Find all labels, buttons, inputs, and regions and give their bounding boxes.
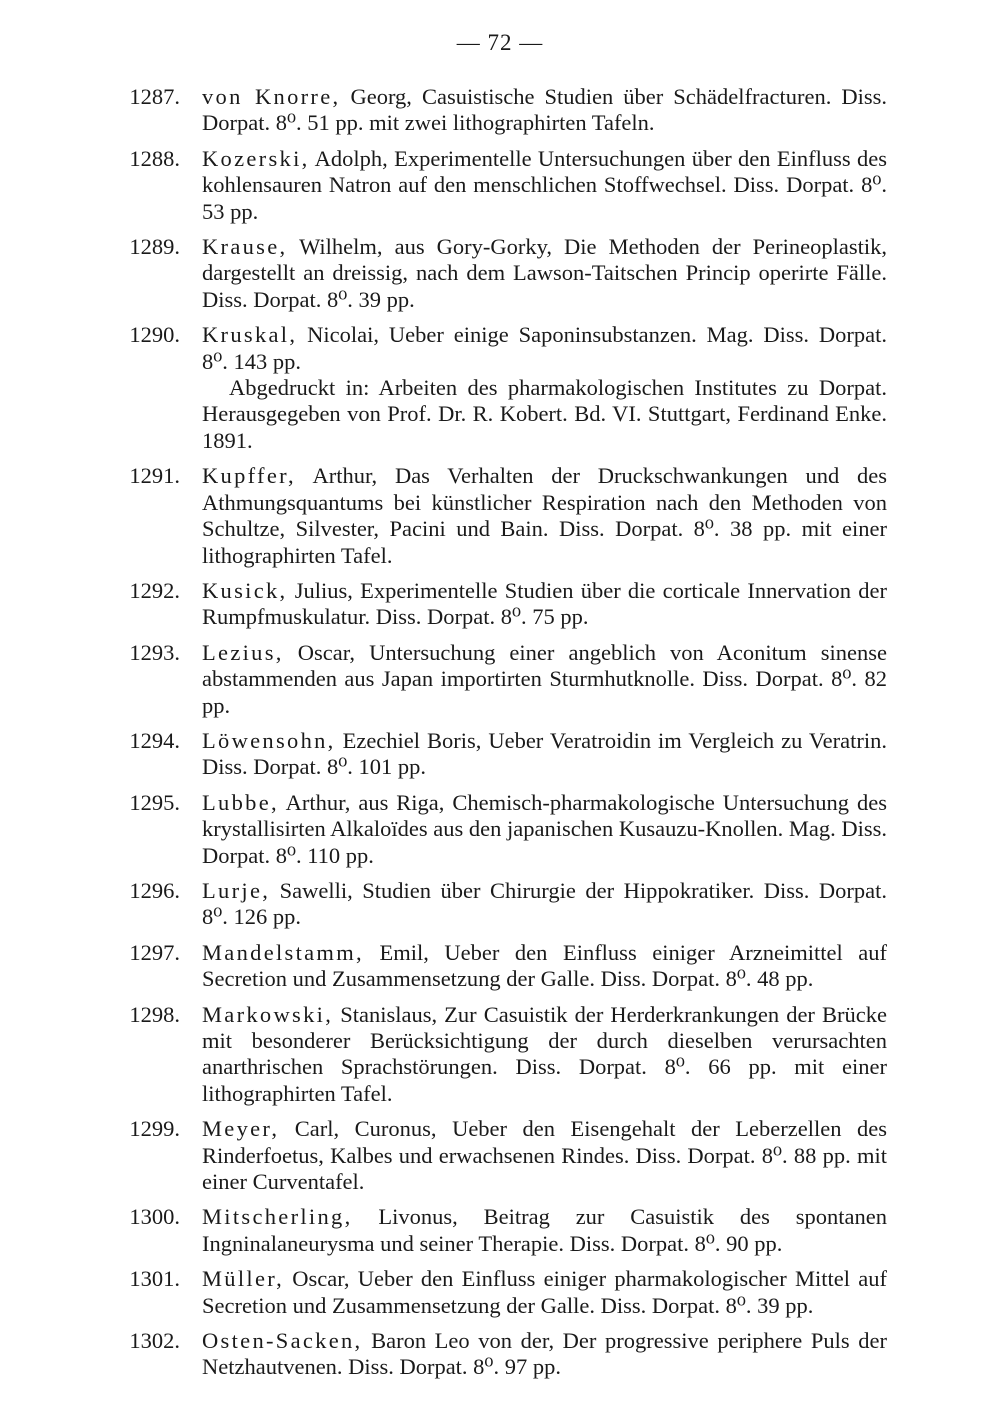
- entry-number: 1291.: [129, 463, 180, 489]
- entry-number: 1302.: [129, 1328, 180, 1354]
- entry-author: Lubbe,: [202, 789, 279, 815]
- entry-number: 1297.: [129, 939, 180, 965]
- entry-author: Krause,: [202, 234, 288, 260]
- entry-text: Oscar, Ueber den Einfluss einiger pharmakologischer Mittel auf Secretion und Zusammensetzung der Galle. Diss. Dorpat. 8⁰. 39 pp.: [202, 1266, 887, 1318]
- entry-text: Livonus, Beitrag zur Casuistik des spontanen Ingninalaneurysma und seiner Therapie. Diss. Dorpat. 8⁰. 90 pp.: [202, 1204, 887, 1256]
- bibliography-entry: [112, 322, 887, 454]
- bibliography-entry: [112, 1204, 887, 1257]
- entry-number: 1295.: [129, 789, 180, 815]
- entry-text: Arthur, aus Riga, Chemisch-pharmakologische Untersuchung des krystallisirten Alkaloïdes aus den japanischen Kusauzu-Knollen. Mag. Diss. Dorpat. 8⁰. 110 pp.: [202, 789, 887, 868]
- entry-text: Emil, Ueber den Einfluss einiger Arzneimittel auf Secretion und Zusammensetzung der Galle. Diss. Dorpat. 8⁰. 48 pp.: [202, 939, 887, 992]
- entry-text: Adolph, Experimentelle Untersuchungen über den Einfluss des kohlensauren Natron auf den menschlichen Stoffwechsel. Diss. Dorpat. 8⁰. 53 pp.: [202, 145, 887, 224]
- entry-author: Markowski,: [202, 1001, 334, 1027]
- entry-number: 1293.: [129, 639, 180, 665]
- entry-text: Ezechiel Boris, Ueber Veratroidin im Vergleich zu Veratrin. Diss. Dorpat. 8⁰. 101 pp.: [202, 727, 887, 780]
- entry-author: Meyer,: [202, 1116, 280, 1142]
- bibliography-entry: [112, 84, 887, 137]
- bibliography-entry: [112, 1328, 887, 1381]
- bibliography-entry: [112, 234, 887, 313]
- entry-author: Müller,: [202, 1266, 285, 1292]
- bibliography-entry: [112, 1116, 887, 1195]
- entry-number: 1292.: [129, 577, 180, 603]
- bibliography-entry: [112, 578, 887, 631]
- bibliography-entry: [112, 1002, 887, 1108]
- entry-number: 1290.: [129, 322, 180, 348]
- entry-text: Georg, Casuistische Studien über Schädelfracturen. Diss. Dorpat. 8⁰. 51 pp. mit zwei lithographirten Tafeln.: [202, 84, 887, 136]
- bibliography-entry: [112, 640, 887, 719]
- entry-author: Mandelstamm,: [202, 939, 364, 965]
- entry-author: Löwensohn,: [202, 727, 336, 753]
- entry-author: Mitscherling,: [202, 1204, 353, 1230]
- page-number: — 72 —: [456, 30, 544, 55]
- entry-number: 1289.: [129, 234, 180, 260]
- entry-text: Wilhelm, aus Gory-Gorky, Die Methoden der Perineoplastik, dargestellt an dreissig, nach dem Lawson-Taitschen Princip operirte Fälle. Diss. Dorpat. 8⁰. 39 pp.: [202, 234, 887, 312]
- entry-text: Sawelli, Studien über Chirurgie der Hippokratiker. Diss. Dorpat. 8⁰. 126 pp.: [202, 877, 887, 930]
- entry-author: Kupffer,: [202, 463, 296, 489]
- bibliography-entry: [112, 146, 887, 225]
- entry-number: 1299.: [129, 1116, 180, 1142]
- entry-author: Kusick,: [202, 577, 288, 603]
- entry-number: 1300.: [129, 1204, 180, 1230]
- entry-number: 1287.: [129, 84, 180, 109]
- bibliography-list: [112, 84, 887, 1390]
- entry-number: 1301.: [129, 1266, 180, 1292]
- entry-number: 1288.: [129, 145, 180, 171]
- entry-author: Osten-Sacken,: [202, 1328, 363, 1354]
- entry-text: Nicolai, Ueber einige Saponinsubstanzen. Mag. Diss. Dorpat. 8⁰. 143 pp.: [202, 322, 887, 374]
- entry-author: Lezius,: [202, 639, 284, 665]
- bibliography-entry: [112, 878, 887, 931]
- entry-text: Julius, Experimentelle Studien über die corticale Innervation der Rumpfmuskulatur. Diss. Dorpat. 8⁰. 75 pp.: [202, 577, 887, 630]
- bibliography-entry: [112, 940, 887, 993]
- entry-text: Arthur, Das Verhalten der Druckschwankungen und des Athmungsquantums bei künstlicher Respiration nach den Methoden von Schultze, Silvester, Pacini und Bain. Diss. Dorpat. 8⁰. 38 pp. mit einer lithographirten Tafel.: [202, 463, 887, 568]
- entry-number: 1296.: [129, 877, 180, 903]
- bibliography-entry: [112, 728, 887, 781]
- entry-number: 1294.: [129, 727, 180, 753]
- entry-number: 1298.: [129, 1001, 180, 1027]
- entry-text: Oscar, Untersuchung einer angeblich von Aconitum sinense abstammenden aus Japan importirten Sturmhutknolle. Diss. Dorpat. 8⁰. 82 pp.: [202, 639, 887, 718]
- entry-note: Abgedruckt in: Arbeiten des pharmakologischen Institutes zu Dorpat. Herausgegeben von Prof. Dr. R. Kobert. Bd. VI. Stuttgart, Ferdinand Enke. 1891.: [202, 375, 887, 453]
- entry-text: Carl, Curonus, Ueber den Eisengehalt der Leberzellen des Rinderfoetus, Kalbes und erwachsenen Rindes. Diss. Dorpat. 8⁰. 88 pp. mit einer Curventafel.: [202, 1116, 887, 1195]
- entry-author: Kruskal,: [202, 322, 298, 348]
- entry-author: von Knorre,: [202, 84, 341, 109]
- entry-text: Stanislaus, Zur Casuistik der Herderkrankungen der Brücke mit besonderer Berücksichtigung der durch dieselben verursachten anarthrischen Sprachstörungen. Diss. Dorpat. 8⁰. 66 pp. mit einer lithographirten Tafel.: [202, 1001, 887, 1106]
- bibliography-entry: [112, 1266, 887, 1319]
- bibliography-entry: [112, 463, 887, 569]
- entry-author: Lurje,: [202, 877, 271, 903]
- bibliography-entry: [112, 790, 887, 869]
- entry-author: Kozerski,: [202, 145, 310, 171]
- entry-text: Baron Leo von der, Der progressive periphere Puls der Netzhautvenen. Diss. Dorpat. 8⁰. 97 pp.: [202, 1328, 887, 1380]
